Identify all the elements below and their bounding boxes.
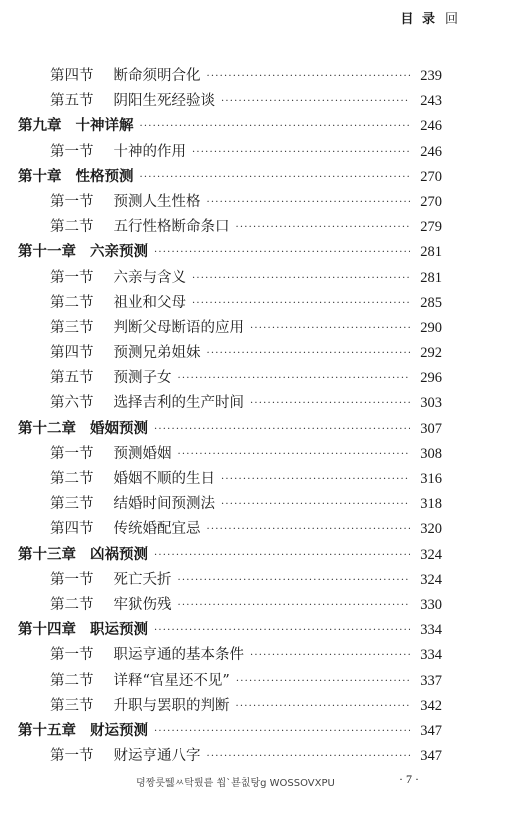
toc-chapter-row[interactable] [18,165,442,190]
toc-entry-number: 第二节 [50,294,94,311]
toc-entry-title: 婚姻预测 [90,419,148,437]
toc-page-number: 303 [420,395,442,412]
toc-page-number: 285 [420,294,442,311]
toc-chapter-row[interactable] [18,719,442,744]
toc-entry-number: 第四节 [50,345,94,362]
toc-entry-label [18,190,201,211]
toc-section-row[interactable] [18,341,442,366]
toc-page-number: 290 [420,319,442,336]
toc-entry-number: 第一节 [50,143,94,160]
toc-section-row[interactable] [18,64,442,89]
toc-entry-label [18,442,172,463]
toc-entry-title: 选择吉利的生产时间 [113,395,244,412]
toc-section-row[interactable] [18,89,442,114]
dot-leader [207,197,411,208]
toc-page-number: 270 [420,168,442,185]
toc-chapter-row[interactable] [18,618,442,643]
toc-entry-title: 财运预测 [90,721,148,739]
toc-section-row[interactable] [18,190,442,215]
dot-leader [178,600,411,611]
toc-entry-number: 第一节 [50,571,94,588]
toc-chapter-row[interactable] [18,543,442,568]
toc-entry-title: 死亡夭折 [113,571,172,588]
toc-entry-number: 第一节 [50,445,94,462]
running-header [400,8,460,27]
dot-leader [236,701,411,712]
toc-page-number: 239 [420,68,442,84]
toc-entry-label [18,64,201,85]
dot-leader [207,348,411,359]
toc-entry-title: 五行性格断命条口 [113,219,230,236]
toc-page-number: 347 [420,748,442,765]
toc-entry-number: 第三节 [50,496,94,513]
toc-entry-title: 详释“官星还不见” [113,672,230,689]
dot-leader [236,676,410,687]
toc-entry-title: 祖业和父母 [113,294,186,311]
toc-entry-title: 性格预测 [75,167,134,185]
dot-leader [154,424,410,435]
toc-entry-title: 传统婚配宜忌 [113,521,201,538]
toc-entry-number: 第五节 [50,93,94,110]
toc-entry-title: 牢狱伤残 [113,596,172,613]
toc-entry-label [18,89,215,110]
toc-entry-title: 升职与罢职的判断 [113,697,230,714]
toc-entry-title: 结婚时间预测法 [113,496,215,513]
toc-entry-number: 第十一章 [18,243,76,261]
toc-entry-label [18,669,230,690]
header-title: 目 录 [400,12,437,27]
toc-page-number: 281 [420,269,442,286]
toc-entry-title: 预测兄弟姐妹 [113,345,201,362]
dot-leader [140,172,411,183]
toc-entry-label [18,341,201,362]
toc-page-number: 337 [420,672,442,689]
toc-section-row[interactable] [18,140,442,165]
toc-entry-label [18,417,148,438]
toc-entry-label [18,366,172,387]
toc-entry-number: 第十四章 [18,621,76,639]
toc-section-row[interactable] [18,391,442,416]
table-of-contents [18,64,442,769]
toc-entry-label [18,694,230,715]
toc-section-row[interactable] [18,492,442,517]
toc-section-row[interactable] [18,744,442,769]
toc-entry-label [18,391,244,412]
toc-entry-title: 阴阳生死经验谈 [113,93,215,110]
toc-page-number: 316 [420,471,442,487]
toc-entry-title: 十神的作用 [113,143,186,160]
dot-leader [154,726,410,737]
toc-entry-number: 第十二章 [18,419,76,437]
toc-section-row[interactable] [18,266,442,291]
toc-page-number: 307 [420,420,442,437]
toc-page-number: 270 [420,193,442,210]
dot-leader [250,650,410,661]
toc-page-number: 342 [420,697,442,714]
toc-page-number: 324 [420,546,442,563]
dot-leader [192,298,410,309]
toc-section-row[interactable] [18,291,442,316]
dot-leader [178,449,411,460]
page-number: · 7 · [399,772,419,786]
toc-entry-title: 断命须明合化 [113,68,201,84]
toc-section-row[interactable] [18,442,442,467]
toc-entry-label [18,618,148,639]
toc-entry-title: 职运预测 [90,621,148,639]
toc-entry-title: 六亲预测 [90,243,148,261]
toc-entry-number: 第四节 [50,68,94,84]
toc-entry-number: 第一节 [50,269,94,286]
toc-page-number: 334 [420,647,442,664]
dot-leader [140,121,411,132]
toc-entry-number: 第二节 [50,471,94,487]
toc-entry-label [18,291,186,312]
toc-entry-number: 第二节 [50,219,94,236]
toc-entry-number: 第十章 [18,167,62,185]
toc-page-number: 318 [420,496,442,513]
toc-entry-label [18,140,186,161]
toc-entry-title: 预测婚姻 [113,445,172,462]
dot-leader [221,96,410,107]
dot-leader [154,550,410,561]
dot-leader [250,398,410,409]
toc-entry-title: 十神详解 [75,117,134,135]
footer-watermark: 뎡짱룻뛣ㅆ탁뤘릍 쐽ˋ뵫칪탕g WOSSOVXPU [136,778,335,789]
toc-entry-label [18,593,172,614]
toc-chapter-row[interactable] [18,114,442,139]
toc-entry-number: 第一节 [50,647,94,664]
dot-leader [154,625,410,636]
toc-section-row[interactable] [18,366,442,391]
toc-entry-number: 第三节 [50,697,94,714]
dot-leader [192,273,410,284]
dot-leader [207,524,411,535]
dot-leader [236,222,411,233]
toc-page-number: 246 [420,143,442,160]
toc-entry-label [18,467,215,488]
dot-leader [178,575,411,586]
toc-section-row[interactable] [18,593,442,618]
toc-entry-number: 第一节 [50,748,94,765]
toc-entry-label [18,643,244,664]
toc-entry-title: 预测子女 [113,370,172,387]
toc-entry-number: 第一节 [50,193,94,210]
toc-entry-title: 婚姻不顺的生日 [113,471,215,487]
toc-page-number: 296 [420,370,442,387]
toc-page-number: 308 [420,445,442,462]
toc-section-row[interactable] [18,316,442,341]
toc-page-number: 320 [420,521,442,538]
toc-page-number: 292 [420,345,442,362]
toc-entry-label [18,316,244,337]
toc-section-row[interactable] [18,568,442,593]
toc-page-number: 347 [420,722,442,739]
toc-entry-title: 六亲与含义 [113,269,186,286]
toc-entry-title: 判断父母断语的应用 [113,319,244,336]
dot-leader [154,247,410,258]
toc-page-number: 330 [420,596,442,613]
toc-entry-number: 第五节 [50,370,94,387]
toc-entry-title: 凶祸预测 [90,545,148,563]
toc-section-row[interactable] [18,669,442,694]
toc-entry-title: 职运亨通的基本条件 [113,647,244,664]
toc-entry-number: 第四节 [50,521,94,538]
toc-entry-label [18,517,201,538]
dot-leader [207,71,411,82]
header-mark: 回 [444,12,460,27]
dot-leader [192,147,410,158]
toc-page-number: 279 [420,219,442,236]
dot-leader [178,373,411,384]
toc-entry-label [18,492,215,513]
dot-leader [221,499,410,510]
toc-page-number: 246 [420,118,442,135]
toc-entry-label [18,744,201,765]
toc-page-number: 243 [420,93,442,110]
toc-page-number: 334 [420,622,442,639]
toc-entry-number: 第十三章 [18,545,76,563]
dot-leader [221,474,410,485]
toc-section-row[interactable] [18,643,442,668]
dot-leader [250,323,410,334]
toc-entry-label [18,215,230,236]
toc-chapter-row[interactable] [18,417,442,442]
toc-entry-label [18,165,134,186]
toc-entry-label [18,543,148,564]
toc-entry-number: 第十五章 [18,721,76,739]
toc-section-row[interactable] [18,467,442,492]
toc-section-row[interactable] [18,215,442,240]
toc-page-number: 324 [420,571,442,588]
toc-chapter-row[interactable] [18,240,442,265]
toc-entry-label [18,719,148,740]
toc-entry-title: 财运亨通八字 [113,748,201,765]
toc-entry-number: 第二节 [50,596,94,613]
toc-entry-title: 预测人生性格 [113,193,201,210]
toc-page-number: 281 [420,244,442,261]
toc-section-row[interactable] [18,694,442,719]
toc-entry-number: 第三节 [50,319,94,336]
toc-entry-number: 第二节 [50,672,94,689]
toc-section-row[interactable] [18,517,442,542]
toc-entry-label [18,266,186,287]
toc-entry-number: 第九章 [18,117,62,135]
toc-entry-label [18,240,148,261]
toc-entry-label [18,568,172,589]
dot-leader [207,751,411,762]
toc-entry-label [18,114,134,135]
toc-entry-number: 第六节 [50,395,94,412]
